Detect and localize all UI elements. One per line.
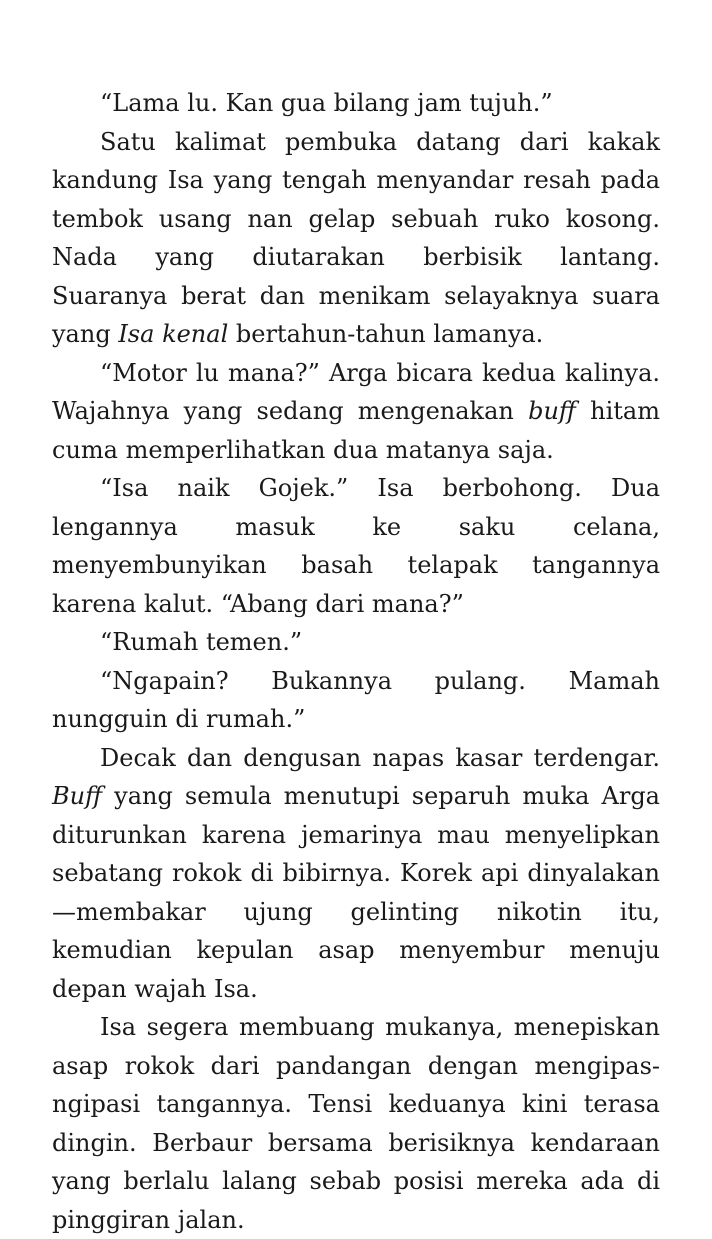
paragraph (52, 623, 660, 662)
italic-text-run: buff (528, 397, 576, 425)
text-run: “Motor lu mana?” Arga bicara kedua kalinya. Wajahnya yang sedang mengenakan (52, 358, 660, 425)
text-run: hitam cuma memperlihatkan dua matanya saja. (52, 397, 660, 464)
text-run: Isa segera membuang mukanya, menepiskan asap rokok dari pandangan dengan mengipas-ngipasi tangannya. Tensi keduanya kini terasa dingin. Berbaur bersama berisiknya kendaraan yang berlalu lalang sebab posisi mereka ada di pinggiran jalan. (52, 1013, 660, 1234)
text-run: “Isa naik Gojek.” Isa berbohong. Dua lengannya masuk ke saku celana, menyembunyikan basah telapak tangannya karena kalut. “Abang dari mana?” (52, 474, 660, 618)
text-run: bertahun-tahun lamanya. (228, 320, 544, 348)
text-run: yang semula menutupi separuh muka Arga diturunkan karena jemarinya mau menyelipkan sebatang rokok di bibirnya. Korek api dinyalakan—membakar ujung gelinting nikotin itu, kemudian kepulan asap menyembur menuju depan wajah Isa. (52, 782, 660, 1003)
paragraph (52, 662, 660, 739)
paragraph (52, 469, 660, 623)
text-run: “Rumah temen.” (100, 628, 303, 656)
book-page (52, 84, 660, 1239)
paragraph (52, 354, 660, 470)
text-run: “Lama lu. Kan gua bilang jam tujuh.” (100, 89, 553, 117)
text-run: Decak dan dengusan napas kasar terdengar. (100, 743, 660, 772)
paragraph (52, 84, 660, 123)
italic-text-run: Isa kenal (118, 320, 229, 348)
text-run: “Ngapain? Bukannya pulang. Mamah nungguin di rumah.” (52, 666, 660, 733)
paragraph (52, 123, 660, 354)
paragraph (52, 1008, 660, 1239)
italic-text-run: Buff (52, 782, 103, 810)
text-run: Satu kalimat pembuka datang dari kakak kandung Isa yang tengah menyandar resah pada tembok usang nan gelap sebuah ruko kosong. Nada yang diutarakan berbisik lantang. Suaranya berat dan menikam selayaknya suara yang (52, 127, 660, 348)
paragraph (52, 739, 660, 1009)
